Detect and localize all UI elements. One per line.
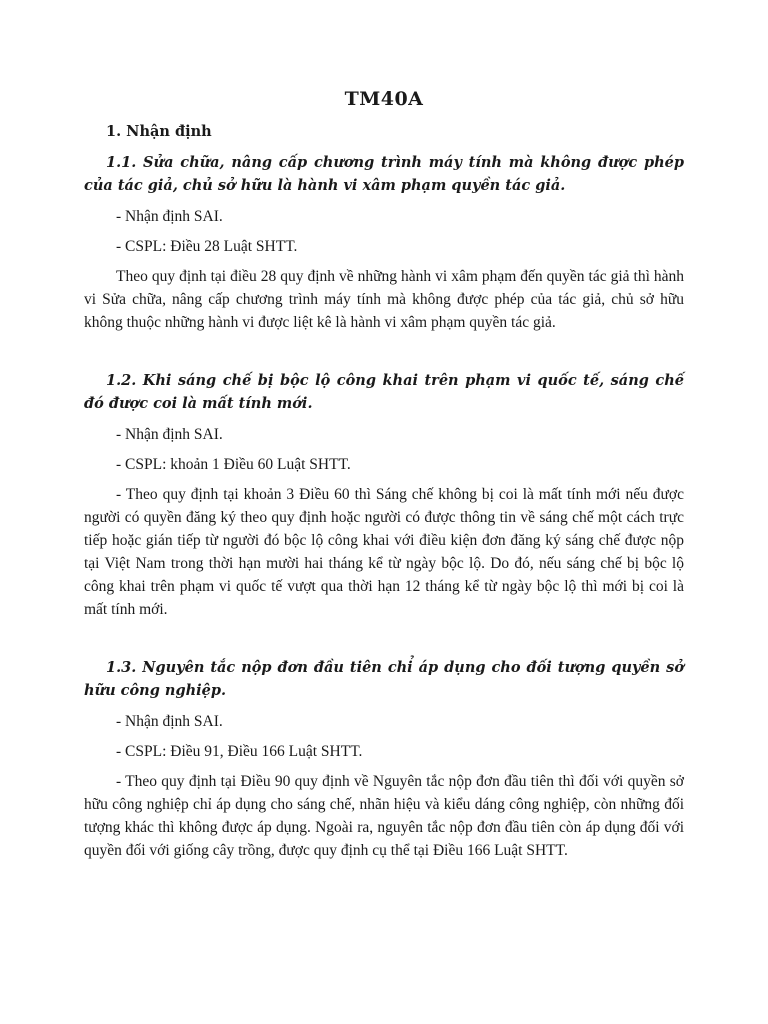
- item-legal-basis: - CSPL: khoản 1 Điều 60 Luật SHTT.: [116, 456, 351, 473]
- item-1: [84, 151, 684, 334]
- item-verdict: - Nhận định SAI.: [116, 208, 223, 225]
- document-title: TM40A: [344, 88, 424, 110]
- item-explanation: - Theo quy định tại Điều 90 quy định về Nguyên tắc nộp đơn đầu tiên thì đối với quyền sở hữu công nghiệp chỉ áp dụng cho sáng chế, nhãn hiệu và kiểu dáng công nghiệp, còn những đối tượng khác thì không được áp dụng. Ngoài ra, nguyên tắc nộp đơn đầu tiên còn áp dụng đối với quyền đối với giống cây trồng, được quy định cụ thể tại Điều 166 Luật SHTT.: [84, 773, 684, 859]
- item-question: 1.3. Nguyên tắc nộp đơn đầu tiên chỉ áp dụng cho đối tượng quyền sở hữu công nghiệp.: [84, 659, 684, 699]
- item-verdict: - Nhận định SAI.: [116, 426, 223, 443]
- item-legal-basis: - CSPL: Điều 91, Điều 166 Luật SHTT.: [116, 743, 363, 760]
- item-question: 1.2. Khi sáng chế bị bộc lộ công khai trên phạm vi quốc tế, sáng chế đó được coi là mất tính mới.: [84, 372, 684, 412]
- spacer: [84, 628, 684, 656]
- item-2: [84, 369, 684, 621]
- item-3: [84, 656, 684, 862]
- item-verdict: - Nhận định SAI.: [116, 713, 223, 730]
- item-legal-basis: - CSPL: Điều 28 Luật SHTT.: [116, 238, 298, 255]
- document-body: [84, 120, 684, 869]
- section-heading: 1. Nhận định: [106, 123, 212, 140]
- item-explanation: Theo quy định tại điều 28 quy định về những hành vi xâm phạm đến quyền tác giả thì hành vi Sửa chữa, nâng cấp chương trình máy tính mà không được phép của tác giả, chủ sở hữu không thuộc những hành vi được liệt kê là hành vi xâm phạm quyền tác giả.: [84, 268, 684, 331]
- spacer: [84, 341, 684, 369]
- item-explanation: - Theo quy định tại khoản 3 Điều 60 thì Sáng chế không bị coi là mất tính mới nếu được người có quyền đăng ký theo quy định hoặc người có được thông tin về sáng chế một cách trực tiếp hoặc gián tiếp từ người đó bộc lộ công khai với điều kiện đơn đăng ký sáng chế được nộp tại Việt Nam trong thời hạn mười hai tháng kể từ ngày bộc lộ. Do đó, nếu sáng chế bị bộc lộ công khai trên phạm vi quốc tế vượt qua thời hạn 12 tháng kể từ ngày bộc lộ thì mới bị coi là mất tính mới.: [84, 486, 684, 618]
- item-question: 1.1. Sửa chữa, nâng cấp chương trình máy tính mà không được phép của tác giả, chủ sở hữu là hành vi xâm phạm quyền tác giả.: [84, 154, 684, 194]
